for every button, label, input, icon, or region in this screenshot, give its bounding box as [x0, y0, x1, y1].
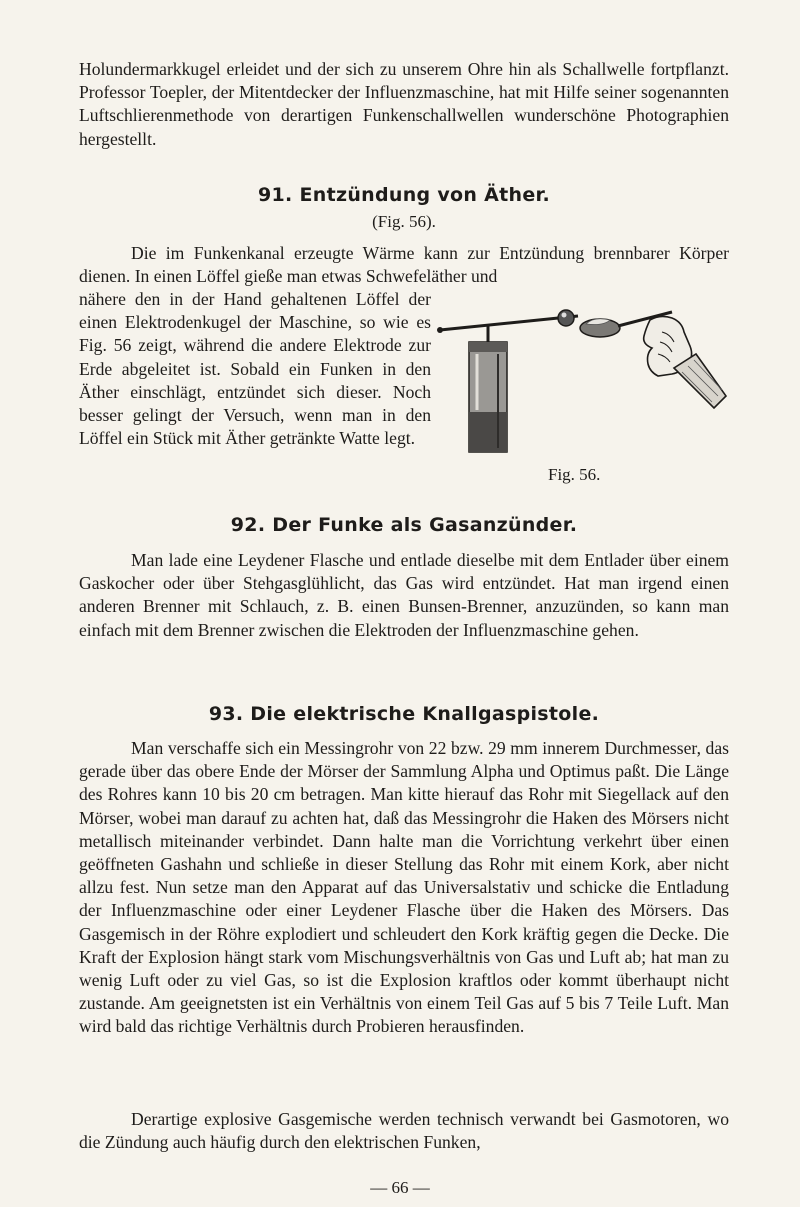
sphere-highlight: [562, 313, 567, 318]
figure-caption: Fig. 56.: [548, 465, 601, 484]
section-92-paragraph: Man lade eine Leydener Flasche und entlade dieselbe mit dem Entlader über einem Gaskocher oder über Stehgasglühlicht, das Gas wird entzündet. Hat man irgend einen anderen Brenner mit Schlauch, z. B. einen Bunsen-Brenner, anzuzünden, so kann man einfach mit dem Brenner zwischen die Elektroden der Influenzmaschine gehen.: [79, 550, 729, 640]
ether-ignition-figure: [436, 302, 732, 472]
electrode-sphere-icon: [558, 310, 574, 326]
section-91-paragraph-top: Die im Funkenkanal erzeugte Wärme kann zur Entzündung brennbarer Körper dienen. In einen Löffel gieße man etwas Schwefeläther und: [79, 243, 729, 287]
section-93-title: 93. Die elektrische Knallgaspistole.: [208, 703, 600, 725]
jar-cap: [469, 342, 507, 352]
section-93-paragraph-1: Man verschaffe sich ein Messingrohr von 22 bzw. 29 mm innerem Durchmesser, das gerade über das obere Ende der Mörser der Sammlung Alpha und Optimus paßt. Die Länge des Rohres kann 10 bis 20 cm betragen. Man kitte hierauf das Rohr mit Siegellack auf den Mörser, wobei man darauf zu achten hat, daß das Messingrohr die Haken des Mörsers nicht metallisch miteinander verbindet. Dann halte man die Vorrichtung verkehrt über einen geöffneten Gashahn und schließe in dieser Stellung das Rohr mit einem Kork, aber nicht allzu fest. Nun setze man den Apparat auf das Universalstativ und schicke die Entladung der Influenzmaschine oder einer Leydener Flasche über die Haken des Mörsers. Das Gasgemisch in der Röhre explodiert und schleudert den Kork kräftig gegen die Decke. Die Kraft der Explosion hängt stark vom Mischungsverhältnis von Gas und Luft ab; hat man zu wenig Luft oder zu viel Gas, so ist die Explosion kraftlos oder kommt überhaupt nicht zustande. Am geeignetsten ist ein Verhältnis von einem Teil Gas auf 5 bis 7 Teile Luft. Man wird bald das richtige Verhältnis durch Probieren herausfinden.: [79, 738, 729, 1037]
section-93-paragraph-2: Derartige explosive Gasgemische werden technisch verwandt bei Gasmotoren, wo die Zündung auch häufig durch den elektrischen Funken,: [79, 1109, 729, 1153]
sleeve-icon: [674, 354, 726, 408]
jar-coating: [469, 412, 507, 452]
page-number: — 66 —: [370, 1178, 430, 1197]
section-92-title: 92. Der Funke als Gasanzünder.: [230, 514, 578, 536]
rod-end: [437, 327, 443, 333]
section-91-paragraph-wrap: nähere den in der Hand gehaltenen Löffel der einen Elektrodenkugel der Maschine, so wie es Fig. 56 zeigt, während die andere Elektrode zur Erde abgeleitet ist. Sobald ein Funken in den Äther einschlägt, entzündet sich dieser. Noch besser gelingt der Versuch, wenn man in den Löffel ein Stück mit Äther getränkte Watte legt.: [79, 289, 431, 449]
intro-paragraph: Holundermarkkugel erleidet und der sich zu unserem Ohre hin als Schallwelle fortpflanzt. Professor Toepler, der Mitentdecker der Influenzmaschine, hat mit Hilfe seiner sogenannten Luftschlierenmethode von derartigen Funkenschallwellen wunderschöne Photographien hergestellt.: [79, 59, 729, 149]
section-91-title: 91. Entzündung von Äther.: [258, 184, 550, 206]
section-91-subtitle: (Fig. 56).: [372, 212, 436, 231]
